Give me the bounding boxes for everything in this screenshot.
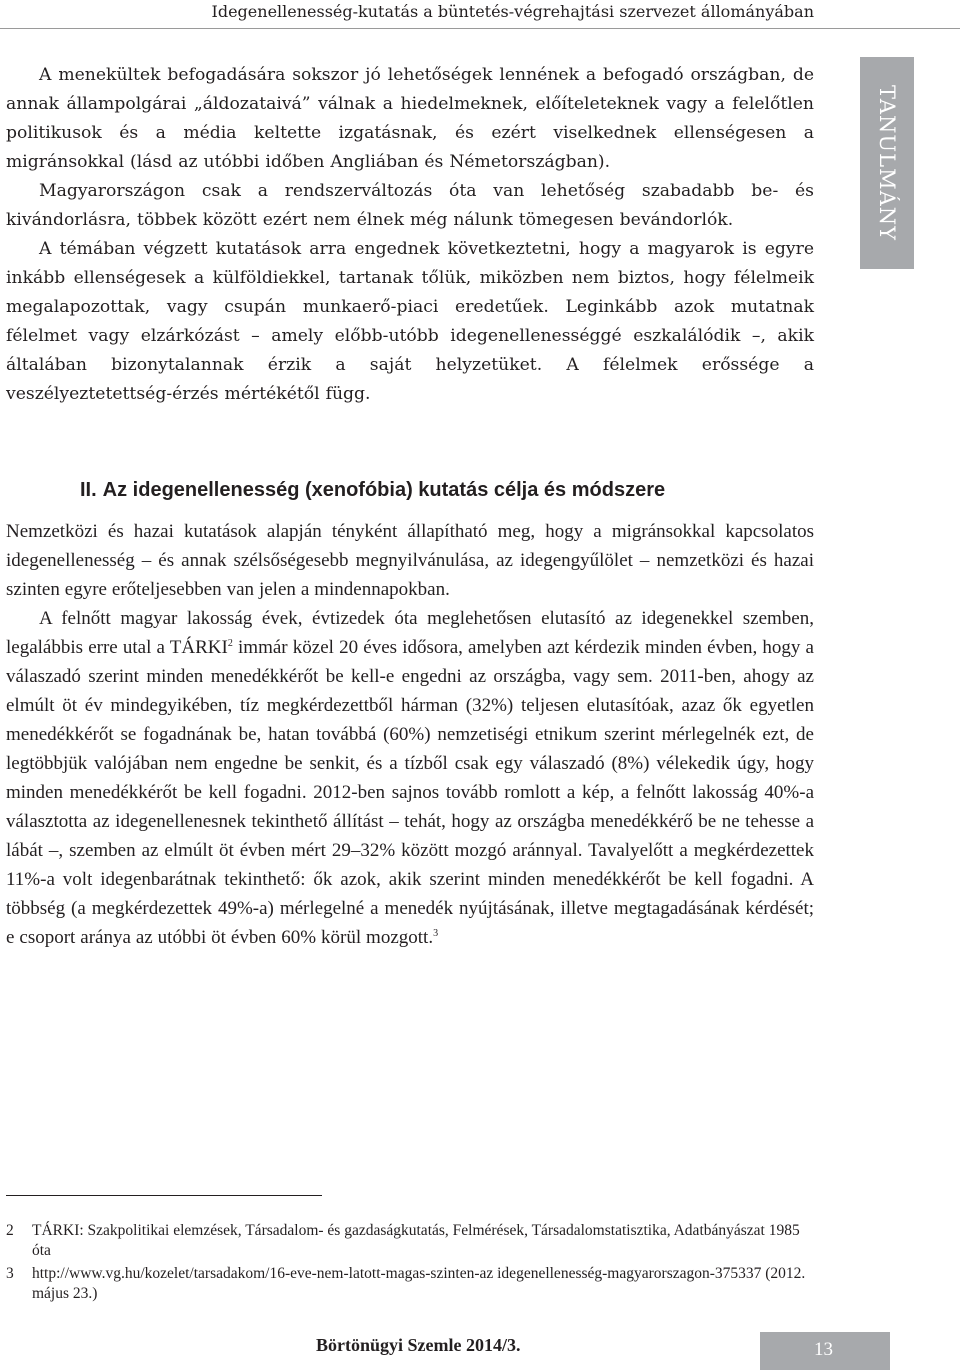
page-number-box bbox=[760, 1332, 890, 1370]
footnote-divider bbox=[6, 1195, 322, 1196]
paragraph-international-research: Nemzetközi és hazai kutatások alapján tényként állapítható meg, hogy a migránsokkal kapcsolatos idegenellenesség – és annak szélsőségesebb megnyilvánulása, az idegengyűlölet – nemzetközi és hazai szinten egyre erőteljesebben van jelen a mindennapokban. bbox=[6, 521, 814, 600]
section-tab-label: TANULMÁNY bbox=[875, 85, 899, 241]
footnote-text: TÁRKI: Szakpolitikai elemzések, Társadalom- és gazdaságkutatás, Felmérések, Társadalomstatisztika, Adatbányászat 1985 óta bbox=[32, 1222, 800, 1259]
footnote-number: 3 bbox=[6, 1265, 14, 1282]
page-number: 13 bbox=[814, 1339, 833, 1360]
footnote-link[interactable]: http://www.vg.hu/kozelet/tarsadakom/16-eve-nem-latott-magas-szinten-az idegenellenesség-magyarorszagon-375337 (2012. május 23.) bbox=[32, 1265, 806, 1302]
paragraph-tarki-survey bbox=[6, 604, 814, 952]
running-head-title: Idegenellenesség-kutatás a büntetés-végrehajtási szervezet állományában bbox=[211, 2, 814, 21]
footnote-ref-2[interactable]: 2 bbox=[227, 638, 233, 649]
footnote-number: 2 bbox=[6, 1222, 14, 1239]
section-number: II. bbox=[80, 479, 97, 501]
tarki-text-rest: immár közel 20 éves idősora, amelyben azt kérdezik minden évben, hogy a válaszadó szerint minden menedékkérőt be kell-e engedni az országba, vagy sem. 2011-ben, ahogy az elmúlt öt év mindegyikében, tíz megkérdezettből hárman (32%) teljesen elutasítóak, azaz ők egyetlen menedékkérőt se fogadnának be, hatan továbbá (60%) nemzetiségi etnikum szerint mérlegelnék ezt, de legtöbbjük valójában nem engedne be senkit, és a tízből csak egy válaszadó (8%) vélekedik úgy, hogy minden menedékkérőt be kell fogadni. 2012-ben sajnos tovább romlott a kép, a felnőtt lakosság 40%-a választotta az idegenellenesnek tekinthető állítást – tehát, hogy az országba menedékkérő be ne tehesse a lábát –, szemben az elmúlt öt évben mért 29–32% között mozgó aránnyal. Tavalyelőtt a megkérdezettek 11%-a volt idegenbarátnak tekinthető: ők azok, akik szerint minden menedékkérőt be kell fogadni. A többség (a megkérdezettek 49%-a) mérlegelné a menedék nyújtásának, illetve megtagadásának kérdését; e csoport aránya az utóbbi öt évben 60% körül mozgott. bbox=[6, 637, 814, 948]
tarki-text-start: A felnőtt magyar lakosság évek, évtizedek óta meglehetősen elutasító az idegenekkel szemben, legalábbis erre utal a TÁRKI bbox=[6, 608, 814, 658]
paragraph-refugees: A menekültek befogadására sokszor jó lehetőségek lennének a befogadó országban, de annak állampolgárai „áldozataivá” válnak a hiedelmeknek, előíteleteknek vagy a felelőtlen politikusok és a média keltette izgatásnak, és ezért viselkednek ellenségesen a migránsokkal (lásd az utóbbi időben Angliában és Németországban). bbox=[6, 65, 814, 172]
paragraph-research-findings: A témában végzett kutatások arra engednek következtetni, hogy a magyarok is egyre inkább ellenségesek a külföldiekkel, tartanak tőlük, miközben nem biztos, hogy félelmeik megalapozottak, vagy csupán munkaerő-piaci eredetűek. Leginkább azok mutatnak félelmet vagy elzárkózást – amely előbb-utóbb idegenellenességgé eszkalálódik –, akik általában bizonytalannak érzik a saját helyzetüket. A félelmek erőssége a veszélyeztetettség-érzés mértékétől függ. bbox=[6, 239, 814, 404]
footnote-ref-3[interactable]: 3 bbox=[433, 928, 439, 939]
paragraph-hungary-migration: Magyarországon csak a rendszerváltozás óta van lehetőség szabadabb be- és kivándorlásra, többek között ezért nem élnek még nálunk tömegesen bevándorlók. bbox=[6, 181, 814, 230]
footnotes bbox=[6, 1221, 814, 1307]
section-tab bbox=[860, 57, 914, 269]
intro-text-block bbox=[6, 61, 814, 409]
journal-title: Börtönügyi Szemle 2014/3. bbox=[316, 1335, 521, 1355]
footnote-3 bbox=[6, 1264, 814, 1304]
footnote-2 bbox=[6, 1221, 814, 1261]
section-body bbox=[6, 517, 814, 952]
running-head bbox=[0, 0, 960, 29]
section-heading bbox=[80, 476, 665, 504]
section-title: Az idegenellenesség (xenofóbia) kutatás célja és módszere bbox=[102, 479, 666, 501]
